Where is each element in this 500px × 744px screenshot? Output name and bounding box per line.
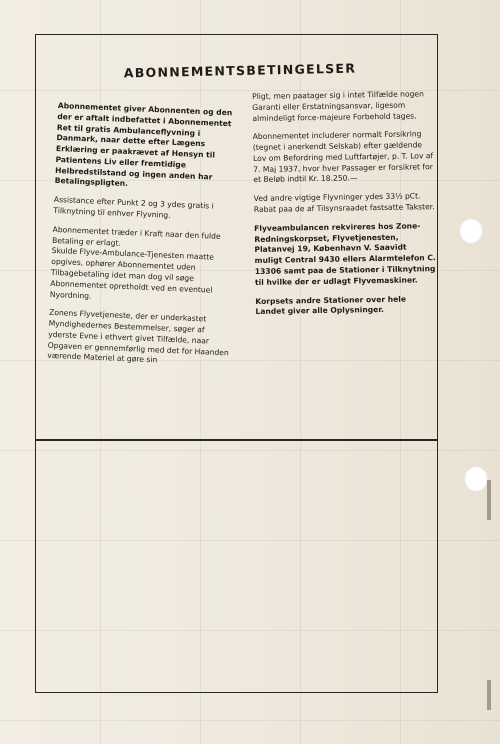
section-divider (35, 439, 438, 441)
edge-stain (487, 480, 491, 520)
paragraph-effective: Abonnementet træder i Kraft naar den fulde Betaling er erlagt. (51, 224, 221, 248)
punch-hole (464, 466, 488, 492)
paragraph-stations: Korpsets andre Stationer over hele Landet giver alle Oplysninger. (255, 294, 407, 317)
paragraph-zone-service: Zonens Flyvetjeneste, der er underkastet Myndighedernes Bestemmelser, søger af yderste Evne i ethvert givet Tilfælde, naar Opgaven er gennemførlig med det for Haanden værende Materiel at gøre sin (47, 308, 229, 365)
document-title: ABONNEMENTSBETINGELSER (123, 60, 357, 81)
paragraph-insurance: Abonnementet includerer normalt Forsikring (tegnet i anerkendt Selskab) efter gældende Lov om Befordring med Luftfartøjer, p. T. Lov af 7. Maj 1937, hvor hver Passager er forsikret for et Beløb indtil Kr. 18.250.— (252, 129, 434, 185)
paper-rule (0, 720, 500, 721)
paragraph-liability: Pligt, men paatager sig i intet Tilfælde nogen Garanti eller Erstatningsansvar, ligesom almindeligt force-majeure Forbehold tages. (252, 89, 424, 123)
intro-paragraph: Abonnementet giver Abonnenten og den der er aftalt indbefattet i Abonnementet Ret til gratis Ambulanceflyvning i Danmark, naar dette efter Lægens Erklæring er paakrævet af Hensyn til Patientens Liv eller fremtidige Helbredstilstand og ingen anden har Betalingspligten. (54, 101, 233, 189)
paragraph-contact: Flyveambulancen rekvireres hos Zone-Redningskorpset, Flyvetjenesten, Platanvej 19, København V. Saavidt muligt Central 9430 ellers Alarmtelefon C. 13306 samt paa de Stationer i Tilknytning til hvilke der er udlagt Flyvemaskiner. (254, 221, 436, 287)
paragraph-discontinuation: Skulde Flyve-Ambulance-Tjenesten maatte opgives, ophører Abonnementet uden Tilbagebetaling idet man dog vil søge Abonnementet opretholdt ved en eventuel Nyordning. (49, 246, 215, 301)
paragraph-discount: Ved andre vigtige Flyvninger ydes 33⅓ pCt. Rabat paa de af Tilsynsraadet fastsatte Takster. (253, 191, 435, 215)
punch-hole (459, 218, 483, 244)
paragraph-assistance: Assistance efter Punkt 2 og 3 ydes gratis i Tilknytning til enhver Flyvning. (53, 195, 214, 220)
edge-stain (487, 680, 491, 710)
left-column (47, 101, 240, 378)
right-column (252, 89, 438, 326)
